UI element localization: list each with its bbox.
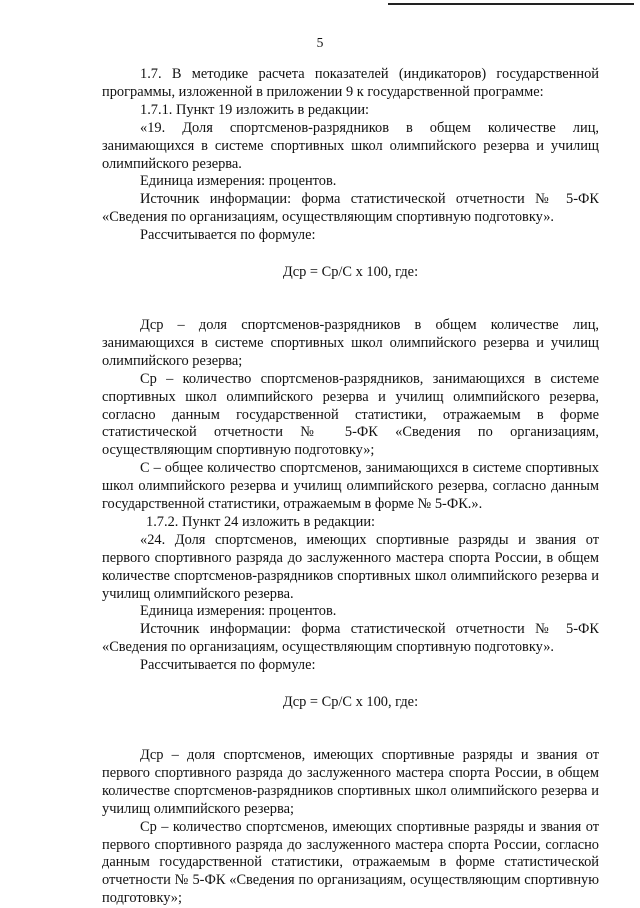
paragraph-unit-1: Единица измерения: процентов. <box>140 173 337 190</box>
definition-sr-1: Ср – количество спортсменов-разрядников, занимающихся в системе спортивных школ олимпийского резерва и училищ олимпийского резерва, согласно данным государственной статистики, отражаемым в форме статистической отчетности № 5-ФК «Сведения по организациям, осуществляющим спортивную подготовку»; <box>102 370 599 459</box>
formula-1: Дср = Ср/С х 100, где: <box>282 264 419 281</box>
definition-s-1: С – общее количество спортсменов, занимающихся в системе спортивных школ олимпийского резерва и училищ олимпийского резерва, согласно данным государственной статистики, отражаемым в форме № 5-ФК.». <box>102 460 599 513</box>
paragraph-item-19: «19. Доля спортсменов-разрядников в общем количестве лиц, занимающихся в системе спортивных школ олимпийского резерва и училищ олимпийского резерва. <box>102 119 599 172</box>
paragraph-item-24: «24. Доля спортсменов, имеющих спортивные разряды и звания от первого спортивного разряда до заслуженного мастера спорта России, в общем количестве спортсменов-разрядников спортивных школ олимпийского резерва и училищ олимпийского резерва. <box>102 531 599 602</box>
paragraph-source-2: Источник информации: форма статистической отчетности № 5-ФК «Сведения по организациям, осуществляющим спортивную подготовку». <box>102 621 599 656</box>
definition-dsr-2: Дср – доля спортсменов, имеющих спортивные разряды и звания от первого спортивного разряда до заслуженного мастера спорта России, в общем количестве спортсменов-разрядников спортивных школ олимпийского резерва и училищ олимпийского резерва; <box>102 747 599 817</box>
paragraph-formula-intro-1: Рассчитывается по формуле: <box>140 227 316 244</box>
page-number: 5 <box>316 35 324 50</box>
document-body <box>102 66 599 908</box>
paragraph-source-1: Источник информации: форма статистической отчетности № 5-ФК «Сведения по организациям, осуществляющим спортивную подготовку». <box>102 191 599 226</box>
paragraph-unit-2: Единица измерения: процентов. <box>140 603 337 620</box>
definition-dsr-1: Дср – доля спортсменов-разрядников в общем количестве лиц, занимающихся в системе спортивных школ олимпийского резерва и училищ олимпийского резерва; <box>102 316 599 369</box>
header-rule <box>388 3 634 5</box>
paragraph-1-7-1: 1.7.1. Пункт 19 изложить в редакции: <box>140 101 370 118</box>
paragraph-1-7-2: 1.7.2. Пункт 24 изложить в редакции: <box>146 513 376 530</box>
definition-sr-2: Ср – количество спортсменов, имеющих спортивные разряды и звания от первого спортивного разряда до заслуженного мастера спорта России, согласно данным государственной статистики, отражаемым в форме статистической отчетности № 5-ФК «Сведения по организациям, осуществляющим спортивную подготовку»; <box>102 818 599 907</box>
paragraph-formula-intro-2: Рассчитывается по формуле: <box>140 657 316 674</box>
paragraph-1-7: 1.7. В методике расчета показателей (индикаторов) государственной программы, изложенной в приложении 9 к государственной программе: <box>102 66 599 100</box>
formula-2: Дср = Ср/С х 100, где: <box>282 694 419 711</box>
